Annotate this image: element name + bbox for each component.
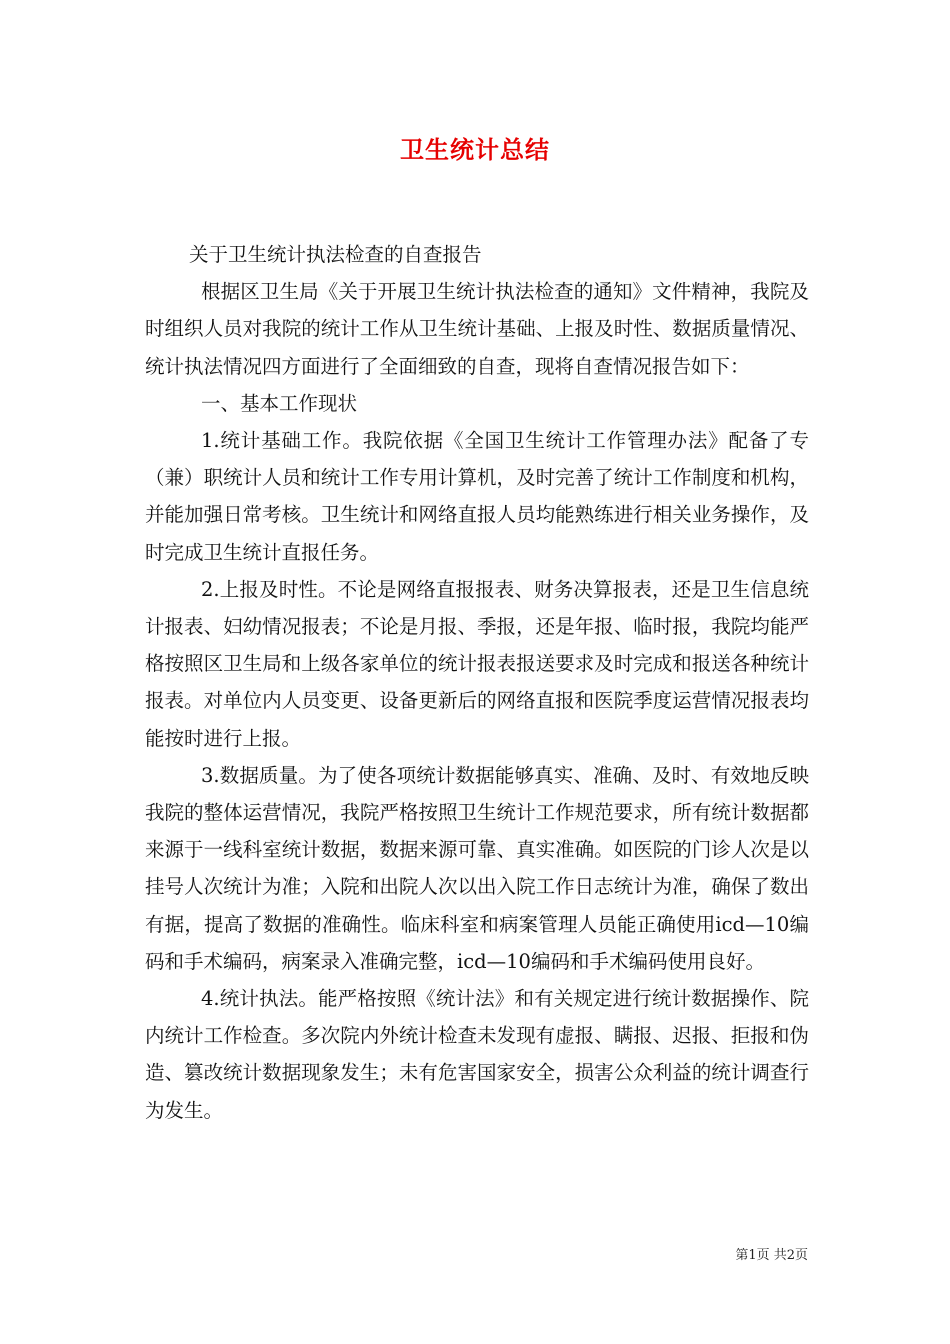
page-number: 第1页 共2页: [735, 1248, 808, 1263]
document-body: [145, 236, 809, 1129]
item-paragraph-1: 1.统计基础工作。我院依据《全国卫生统计工作管理办法》配备了专（兼）职统计人员和统计工作专用计算机，及时完善了统计工作制度和机构，并能加强日常考核。卫生统计和网络直报人员均能熟练进行相关业务操作，及时完成卫生统计直报任务。: [145, 429, 809, 564]
item-paragraph-2: 2.上报及时性。不论是网络直报报表、财务决算报表，还是卫生信息统计报表、妇幼情况报表；不论是月报、季报，还是年报、临时报，我院均能严格按照区卫生局和上级各家单位的统计报表报送要求及时完成和报送各种统计报表。对单位内人员变更、设备更新后的网络直报和医院季度运营情况报表均能按时进行上报。: [145, 577, 809, 750]
item-paragraph-4: 4.统计执法。能严格按照《统计法》和有关规定进行统计数据操作、院内统计工作检查。多次院内外统计检查未发现有虚报、瞒报、迟报、拒报和伪造、篡改统计数据现象发生；未有危害国家安全，损害公众利益的统计调查行为发生。: [145, 987, 809, 1122]
intro-paragraph: 根据区卫生局《关于开展卫生统计执法检查的通知》文件精神，我院及时组织人员对我院的统计工作从卫生统计基础、上报及时性、数据质量情况、统计执法情况四方面进行了全面细致的自查，现将自查情况报告如下：: [145, 280, 809, 378]
document-title: 卫生统计总结: [400, 135, 550, 164]
item-paragraph-3: 3.数据质量。为了使各项统计数据能够真实、准确、及时、有效地反映我院的整体运营情况，我院严格按照卫生统计工作规范要求，所有统计数据都来源于一线科室统计数据，数据来源可靠、真实准确。如医院的门诊人次是以挂号人次统计为准；入院和出院人次以出入院工作日志统计为准，确保了数出有据，提高了数据的准确性。临床科室和病案管理人员能正确使用icd—10编码和手术编码，病案录入准确完整，icd—10编码和手术编码使用良好。: [145, 763, 809, 973]
report-subtitle: 关于卫生统计执法检查的自查报告: [189, 243, 482, 266]
section-heading: 一、基本工作现状: [201, 391, 358, 415]
